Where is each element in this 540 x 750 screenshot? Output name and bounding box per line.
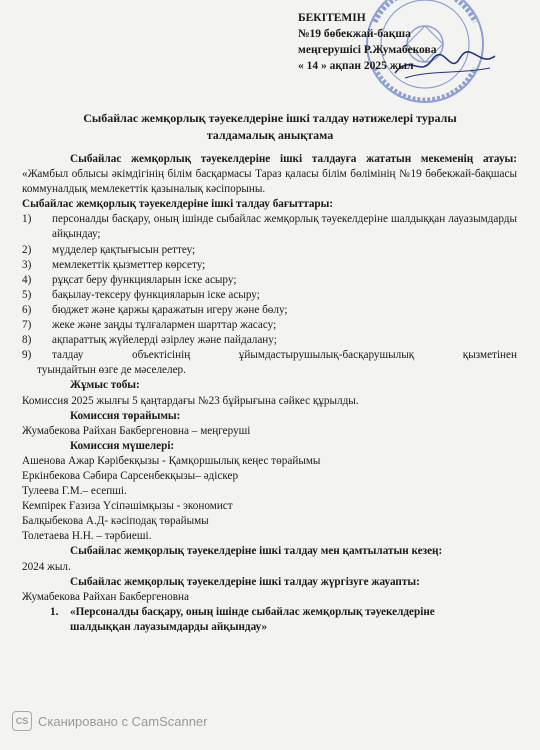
chair-heading: Комиссия төрайымы: — [70, 409, 181, 422]
workgroup-text: Комиссия 2025 жылғы 5 қаңтардағы №23 бұйрығына сәйкес құрылды. — [22, 394, 359, 407]
direction-item-6 — [22, 303, 517, 318]
member-item: Толетаева Н.Н. – тәрбиеші. — [22, 530, 152, 543]
direction-item-text: бақылау-тексеру функцияларын іске асыру; — [52, 288, 260, 301]
approval-line-1: БЕКІТЕМІН — [298, 12, 366, 24]
responsible-label: Сыбайлас жемқорлық тәуекелдеріне ішкі талдау жүргізуге жауапты: — [70, 575, 420, 588]
document-title — [0, 110, 540, 144]
member-item: Кемпірек Ғазиза Үсіпәшімқызы - экономист — [22, 500, 233, 513]
section-1-line-1: «Персоналды басқару, оның ішінде сыбайлас жемқорлық тәуекелдеріне — [70, 605, 435, 618]
section-1-title — [70, 605, 435, 635]
directions-list — [22, 212, 517, 363]
direction-item-number: 9) — [22, 349, 32, 362]
direction-item-number: 3) — [22, 258, 32, 271]
direction-item-text: рұқсат беру функцияларын іске асыру; — [52, 273, 237, 286]
direction-item-number: 7) — [22, 319, 32, 332]
direction-item-number: 6) — [22, 303, 32, 316]
direction-item-number: 5) — [22, 288, 32, 301]
direction-item-text: персоналды басқару, оның ішінде сыбайлас жемқорлық тәуекелдеріне шалдыққан лауазымдарды айқындау; — [52, 213, 517, 241]
direction-item-number: 8) — [22, 334, 32, 347]
direction-item-1 — [22, 212, 517, 242]
direction-item-number: 4) — [22, 273, 32, 286]
document-body — [22, 152, 517, 635]
member-item: Тулеева Г.М.– есепші. — [22, 485, 127, 498]
scanner-watermark-text: Сканировано с CamScanner — [38, 713, 208, 729]
direction-item-2 — [22, 243, 517, 258]
member-item: Ашенова Ажар Кәрібекқызы - Қамқоршылық кеңес төрайымы — [22, 454, 321, 467]
member-item: Еркінбекова Сәбира Сарсенбекқызы– әдіскер — [22, 469, 239, 482]
direction-item-3 — [22, 258, 517, 273]
intro-label: Сыбайлас жемқорлық тәуекелдеріне ішкі талдауға жататын мекеменің атауы: — [70, 153, 517, 165]
title-line-1: Сыбайлас жемқорлық тәуекелдеріне ішкі талдау нәтижелері туралы — [83, 111, 457, 125]
direction-item-text: мемлекеттік қызметтер көрсету; — [52, 258, 206, 271]
member-item: Балқыбекова А.Д- кәсіподақ төрайымы — [22, 515, 209, 528]
responsible-value: Жумабекова Райхан Бакбергеновна — [22, 590, 190, 603]
section-1-line-2: шалдыққан лауазымдарды айқындау» — [70, 620, 268, 633]
intro-paragraph — [22, 152, 517, 197]
direction-item-number: 1) — [22, 213, 32, 226]
direction-item-4 — [22, 273, 517, 288]
period-label: Сыбайлас жемқорлық тәуекелдеріне ішкі талдау мен қамтылатын кезең: — [70, 545, 443, 558]
approval-block — [298, 10, 436, 74]
scanner-watermark — [12, 711, 207, 731]
direction-item-8 — [22, 333, 517, 348]
members-heading: Комиссия мүшелері: — [70, 439, 175, 452]
members-list — [22, 454, 517, 545]
direction-item-text: жеке және заңды тұлғалармен шарттар жасасу; — [52, 319, 277, 332]
direction-item-text: ақпараттық жүйелерді әзірлеу және пайдалану; — [52, 334, 277, 347]
chair-text: Жумабекова Райхан Бакбергеновна – меңгеруші — [22, 424, 251, 437]
direction-item-5 — [22, 288, 517, 303]
camscanner-logo-icon: CS — [12, 711, 32, 731]
direction-item-text: бюджет және қаржы қаражатын игеру және бөлу; — [52, 303, 288, 316]
approval-line-2: №19 бөбекжай-бақша — [298, 28, 411, 40]
direction-item-number: 2) — [22, 243, 32, 256]
direction-item-text: талдау объектісінің ұйымдастырушылық-басқарушылық қызметінен — [52, 349, 517, 362]
title-line-2: талдамалық анықтама — [206, 128, 334, 142]
section-1-number: 1. — [50, 605, 59, 618]
direction-item-text: мүдделер қақтығысын реттеу; — [52, 243, 196, 256]
period-value: 2024 жыл. — [22, 560, 71, 573]
directions-heading: Сыбайлас жемқорлық тәуекелдеріне ішкі талдау бағыттары: — [22, 198, 334, 211]
workgroup-heading: Жұмыс тобы: — [70, 379, 140, 392]
approval-line-3: меңгерушісі Р.Жумабекова — [298, 44, 437, 56]
direction-item-9 — [22, 348, 517, 363]
approval-line-4: « 14 » ақпан 2025 жыл — [298, 60, 414, 72]
direction-item-7 — [22, 318, 517, 333]
direction-item-9-continuation: туындайтын өзге де мәселелер. — [37, 364, 186, 377]
intro-text: «Жамбыл облысы әкімдігінің білім басқармасы Тараз қаласы білім бөлімінің №19 бөбекжай-бақшасы коммуналдық мемлекеттік қазыналық кәсіпорыны. — [22, 168, 517, 196]
section-1-heading — [22, 605, 517, 635]
